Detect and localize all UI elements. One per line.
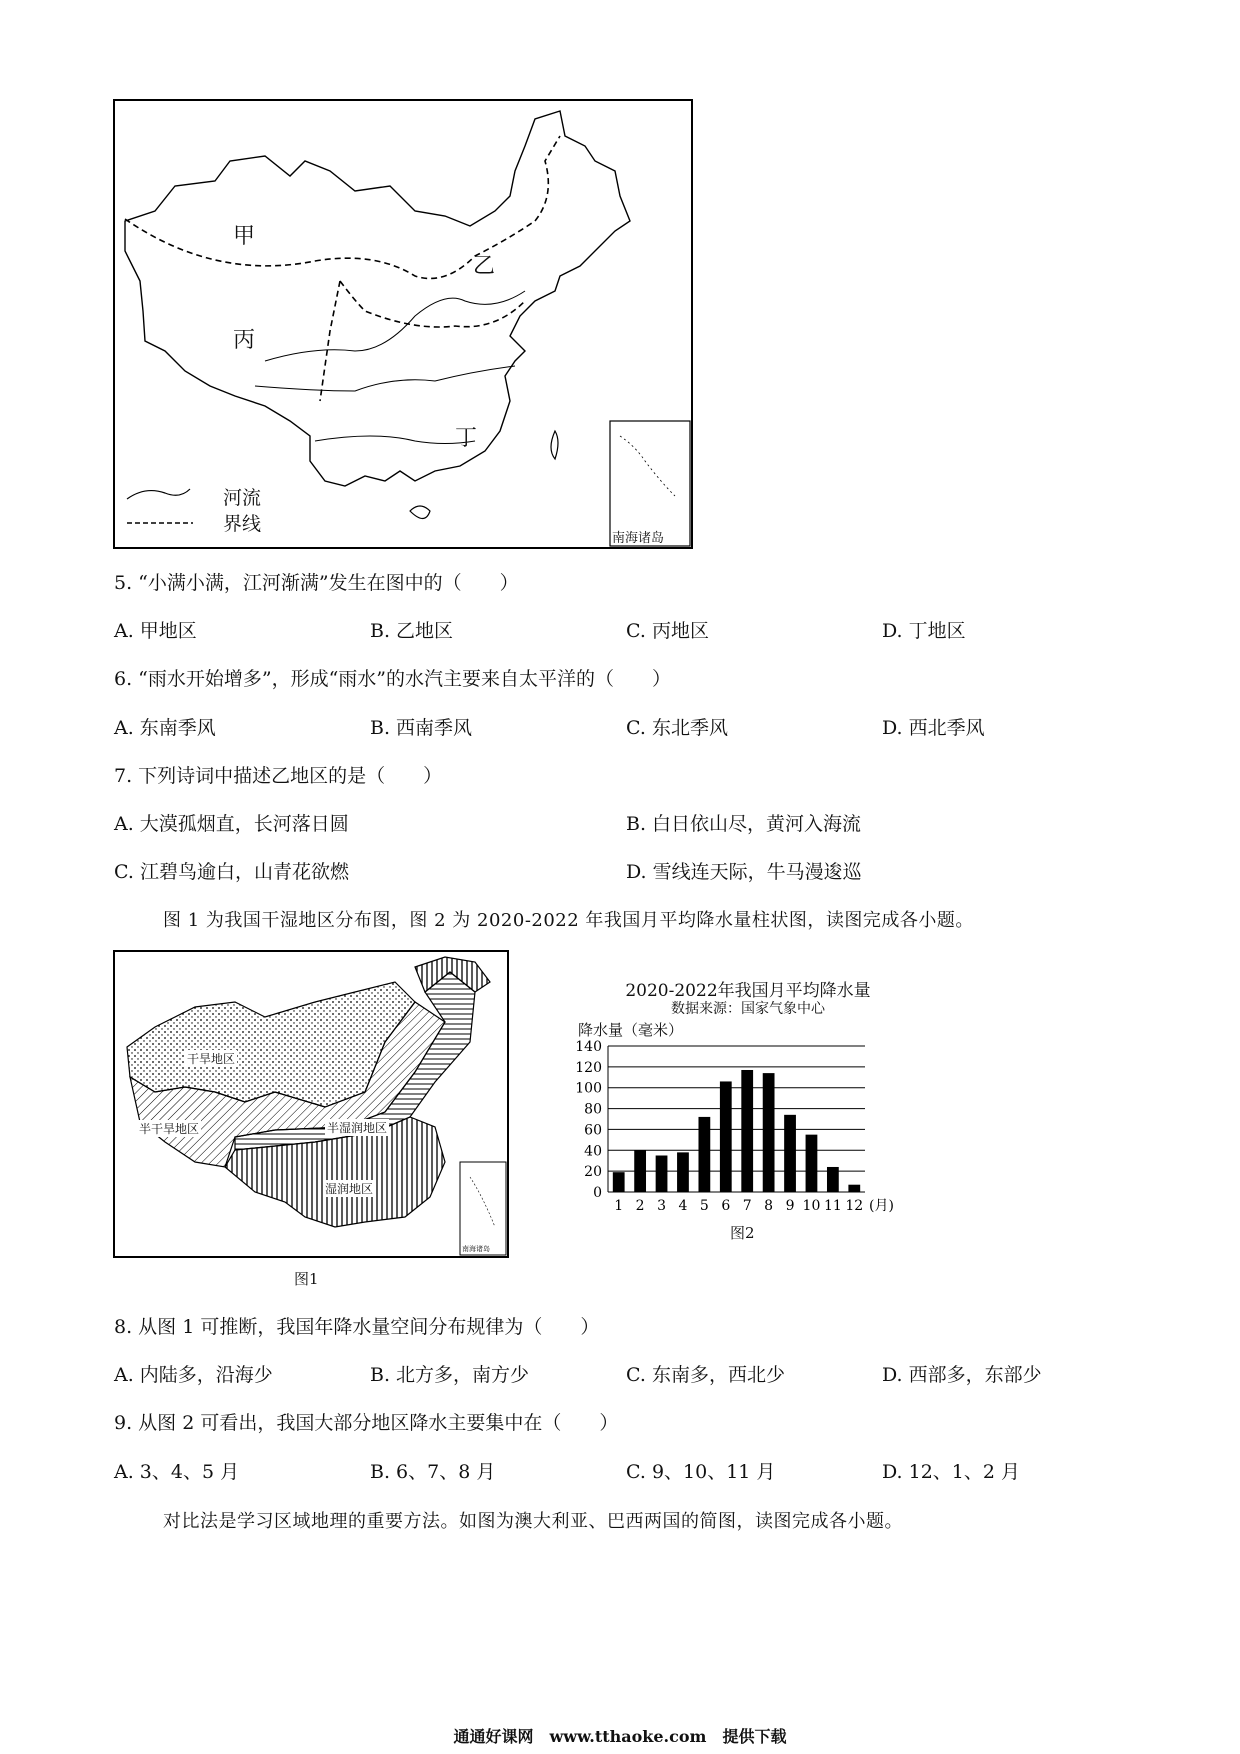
legend-river-label: 河流	[223, 487, 262, 509]
x-tick-label: 6	[721, 1198, 731, 1214]
bar-month-3	[656, 1156, 668, 1193]
region-semihumid-label: 半湿润地区	[327, 1121, 388, 1135]
q5-option-b[interactable]: B. 乙地区	[370, 620, 454, 642]
question-7-stem: 7. 下列诗词中描述乙地区的是（ ）	[114, 765, 443, 787]
x-tick-label: 3	[657, 1198, 667, 1214]
q6-option-b[interactable]: B. 西南季风	[370, 717, 473, 739]
dry-wet-region-map	[113, 950, 509, 1258]
x-tick-label: 10	[802, 1198, 821, 1214]
x-tick-label: 8	[764, 1198, 774, 1214]
question-6-stem: 6. “雨水开始增多”，形成“雨水”的水汽主要来自太平洋的（ ）	[114, 668, 672, 690]
question-9-stem: 9. 从图 2 可看出，我国大部分地区降水主要集中在（ ）	[114, 1412, 619, 1434]
intro-comparison: 对比法是学习区域地理的重要方法。如图为澳大利亚、巴西两国的简图，读图完成各小题。	[163, 1511, 903, 1532]
x-axis-unit-label: (月)	[869, 1198, 894, 1214]
chart-ylabel: 降水量（毫米）	[578, 1021, 684, 1039]
q9-option-a[interactable]: A. 3、4、5 月	[114, 1461, 240, 1483]
inset-label: 南海诸岛	[612, 531, 665, 546]
x-tick-label: 5	[699, 1198, 709, 1214]
x-tick-label: 7	[742, 1198, 752, 1214]
china-outline-drawing	[115, 101, 691, 547]
region-label-bing: 丙	[233, 328, 256, 353]
intro-figures-1-2: 图 1 为我国干湿地区分布图，图 2 为 2020-2022 年我国月平均降水量柱状图，读图完成各小题。	[163, 910, 974, 931]
y-tick-label: 120	[575, 1059, 602, 1076]
x-tick-label: 12	[845, 1198, 864, 1214]
region-semiarid-label: 半干旱地区	[139, 1122, 200, 1136]
y-tick-label: 20	[584, 1164, 602, 1181]
chart-title: 2020-2022年我国月平均降水量	[625, 981, 871, 1001]
region-label-jia: 甲	[233, 224, 256, 249]
q8-option-c[interactable]: C. 东南多，西北少	[626, 1364, 785, 1386]
q7-option-c[interactable]: C. 江碧鸟逾白，山青花欲燃	[114, 861, 349, 883]
question-5-stem: 5. “小满小满，江河渐满”发生在图中的（ ）	[114, 572, 519, 594]
q6-option-a[interactable]: A. 东南季风	[114, 717, 216, 739]
x-tick-label: 1	[614, 1198, 624, 1214]
q5-option-a[interactable]: A. 甲地区	[114, 620, 197, 642]
bar-month-8	[763, 1073, 775, 1192]
q5-option-c[interactable]: C. 丙地区	[626, 620, 709, 642]
region-humid-label: 湿润地区	[325, 1182, 374, 1196]
bar-month-7	[741, 1070, 753, 1192]
x-tick-label: 11	[823, 1198, 842, 1214]
bar-month-10	[806, 1135, 818, 1192]
bar-month-9	[784, 1115, 796, 1192]
y-tick-label: 140	[575, 1040, 602, 1055]
bar-month-12	[848, 1185, 860, 1192]
chart-caption: 图2	[730, 1224, 755, 1242]
q7-option-a[interactable]: A. 大漠孤烟直，长河落日圆	[114, 813, 349, 835]
q5-option-d[interactable]: D. 丁地区	[882, 620, 966, 642]
q8-option-a[interactable]: A. 内陆多，沿海少	[114, 1364, 273, 1386]
q9-option-d[interactable]: D. 12、1、2 月	[882, 1461, 1021, 1483]
china-division-map	[113, 99, 693, 549]
question-8-stem: 8. 从图 1 可推断，我国年降水量空间分布规律为（ ）	[114, 1316, 600, 1338]
y-tick-label: 60	[584, 1122, 602, 1139]
q9-option-b[interactable]: B. 6、7、8 月	[370, 1461, 496, 1483]
q8-option-d[interactable]: D. 西部多，东部少	[882, 1364, 1042, 1386]
q9-option-c[interactable]: C. 9、10、11 月	[626, 1461, 776, 1483]
q8-option-b[interactable]: B. 北方多，南方少	[370, 1364, 530, 1386]
q7-option-d[interactable]: D. 雪线连天际，牛马漫逡巡	[626, 861, 862, 883]
bar-month-2	[634, 1150, 646, 1192]
page-footer: 通通好课网 www.tthaoke.com 提供下载	[453, 1727, 787, 1746]
x-tick-label: 4	[678, 1198, 688, 1214]
x-tick-label: 2	[635, 1198, 645, 1214]
dry-wet-map-drawing	[115, 952, 507, 1256]
q6-option-d[interactable]: D. 西北季风	[882, 717, 985, 739]
fig1-caption: 图1	[294, 1270, 319, 1288]
bar-month-4	[677, 1152, 689, 1192]
y-tick-label: 80	[584, 1101, 602, 1118]
precipitation-bar-chart	[570, 1040, 930, 1240]
bar-month-6	[720, 1081, 732, 1192]
fig1-inset-label: 南海诸岛	[462, 1245, 490, 1253]
q6-option-c[interactable]: C. 东北季风	[626, 717, 728, 739]
region-label-ding: 丁	[455, 426, 478, 451]
region-arid-label: 干旱地区	[187, 1052, 236, 1066]
y-tick-label: 0	[593, 1185, 602, 1201]
q7-option-b[interactable]: B. 白日依山尽，黄河入海流	[626, 813, 862, 835]
region-label-yi: 乙	[473, 254, 496, 279]
y-tick-label: 100	[575, 1080, 602, 1097]
chart-subtitle: 数据来源：国家气象中心	[671, 1001, 825, 1017]
x-tick-label: 9	[785, 1198, 795, 1214]
bar-month-1	[613, 1172, 625, 1192]
legend-boundary-label: 界线	[223, 513, 262, 535]
bar-month-5	[698, 1117, 710, 1192]
bar-month-11	[827, 1167, 839, 1192]
y-tick-label: 40	[584, 1143, 602, 1160]
